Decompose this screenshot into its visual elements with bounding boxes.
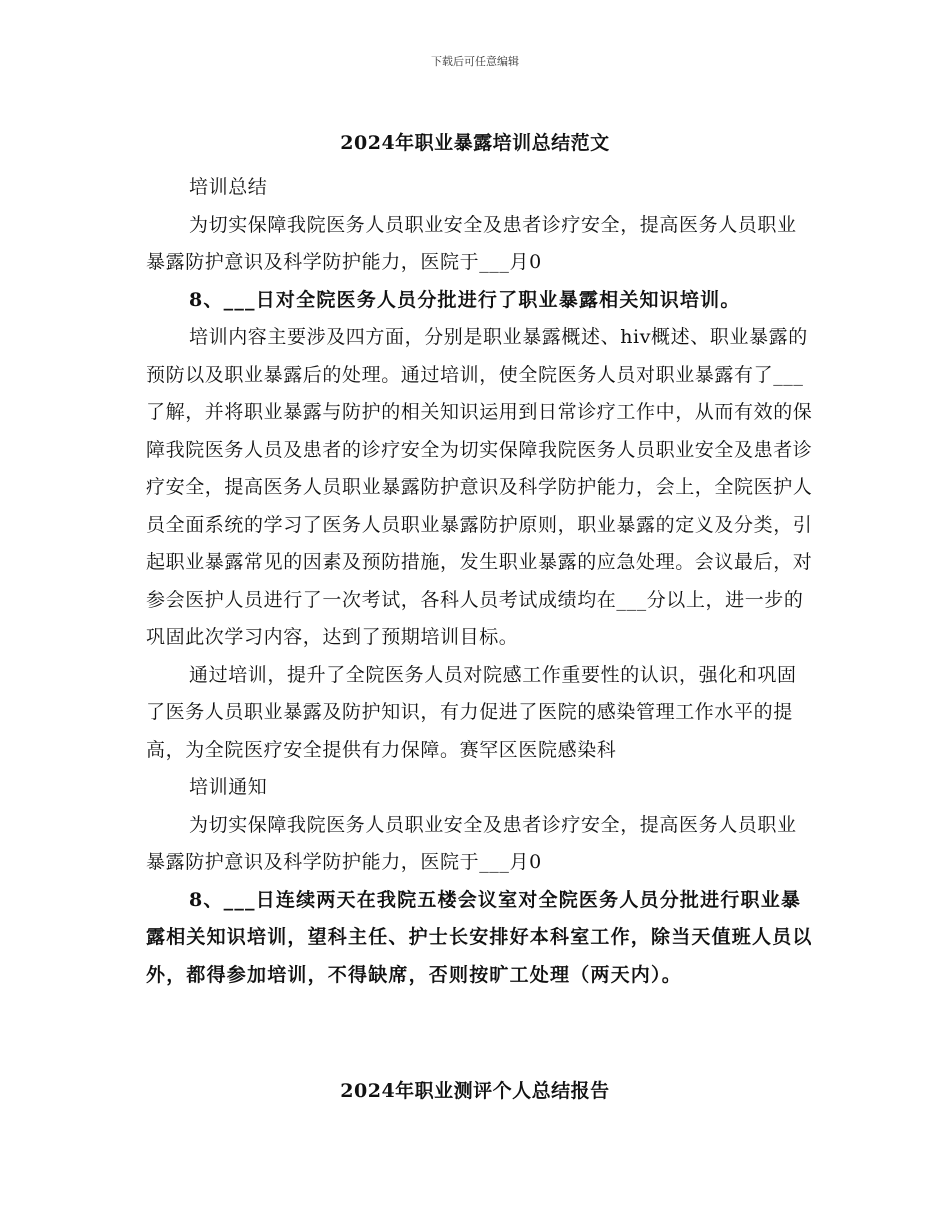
paragraph-notice-bold: 8、___日连续两天在我院五楼会议室对全院医务人员分批进行职业暴露相关知识培训，望科主任、护士长安排好本科室工作，除当天值班人员以外，都得参加培训，不得缺席，否则按旷工处理（两天内）。 [146,888,813,986]
document-title: 2024年职业暴露培训总结范文 [340,132,610,154]
document-body [146,169,816,994]
paragraph-notice-intro: 为切实保障我院医务人员职业安全及患者诊疗安全，提高医务人员职业暴露防护意识及科学防护能力，医院于___月0 [146,813,797,873]
paragraph-training-content: 培训内容主要涉及四方面，分别是职业暴露概述、hiv概述、职业暴露的预防以及职业暴露后的处理。通过培训，使全院医务人员对职业暴露有了___了解，并将职业暴露与防护的相关知识运用到日常诊疗工作中，从而有效的保障我院医务人员及患者的诊疗安全为切实保障我院医务人员职业安全及患者诊疗安全，提高医务人员职业暴露防护意识及科学防护能力，会上，全院医护人员全面系统的学习了医务人员职业暴露防护原则，职业暴露的定义及分类，引起职业暴露常见的因素及预防措施，发生职业暴露的应急处理。会议最后，对参会医护人员进行了一次考试，各科人员考试成绩均在___分以上，进一步的巩固此次学习内容，达到了预期培训目标。 [146,326,813,648]
paragraph-heading-notice: 培训通知 [189,776,268,798]
paragraph-heading-summary: 培训总结 [189,176,268,198]
paragraph-training-result: 通过培训，提升了全院医务人员对院感工作重要性的认识，强化和巩固了医务人员职业暴露及防护知识，有力促进了医院的感染管理工作水平的提高，为全院医疗安全提供有力保障。赛罕区医院感染科 [146,663,797,761]
second-document-title: 2024年职业测评个人总结报告 [340,1080,610,1102]
header-note: 下载后可任意编辑 [431,55,519,68]
paragraph-date-bold: 8、___日对全院医务人员分批进行了职业暴露相关知识培训。 [189,288,741,311]
paragraph-intro: 为切实保障我院医务人员职业安全及患者诊疗安全，提高医务人员职业暴露防护意识及科学防护能力，医院于___月0 [146,213,797,273]
